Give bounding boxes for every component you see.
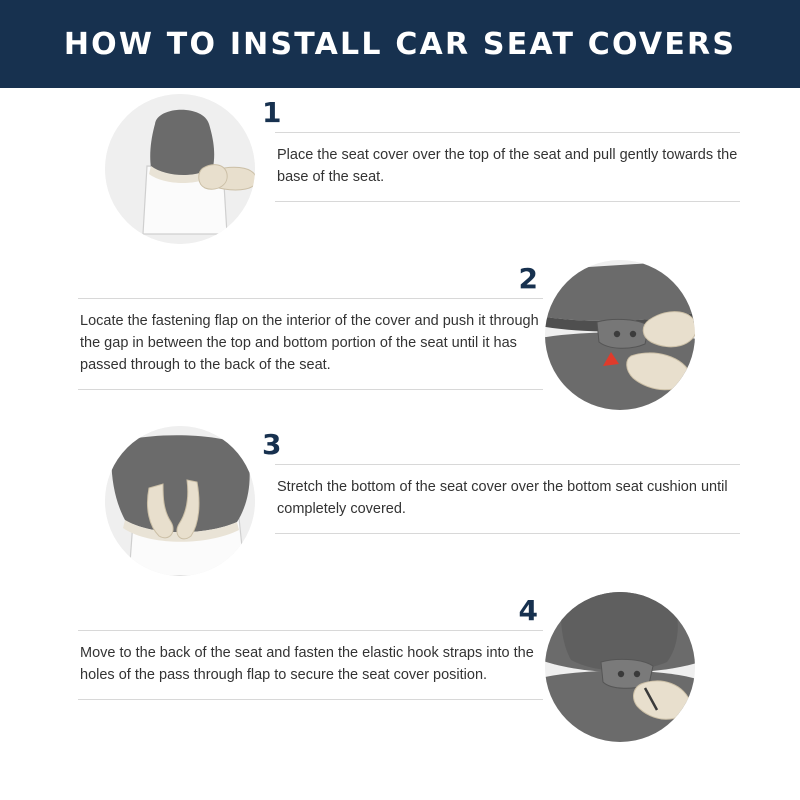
divider (78, 389, 543, 390)
divider (78, 699, 543, 700)
divider (275, 201, 740, 202)
step-1-illustration (105, 94, 255, 244)
step-4-illustration (545, 592, 695, 742)
page-title: HOW TO INSTALL CAR SEAT COVERS (63, 26, 737, 62)
step-2-text: Locate the fastening flap on the interior of the cover and push it through the gap in between the top and bottom portion of the seat until it has passed through to the back of the seat. (80, 313, 539, 373)
divider (275, 533, 740, 534)
step-4 (0, 586, 800, 752)
step-3 (0, 420, 800, 586)
step-3-illustration (105, 426, 255, 576)
step-4-number: 4 (518, 594, 538, 627)
header-banner (0, 0, 800, 88)
step-2-illustration (545, 260, 695, 410)
step-3-number: 3 (262, 428, 282, 461)
step-4-text: Move to the back of the seat and fasten the elastic hook straps into the holes of the pass through flap to secure the seat cover position. (80, 645, 534, 683)
step-2-number: 2 (518, 262, 538, 295)
steps-list (0, 88, 800, 800)
step-1 (0, 88, 800, 254)
step-1-text-block (275, 132, 740, 202)
step-2-text-block (78, 298, 543, 390)
step-3-text-block (275, 464, 740, 534)
step-4-text-block (78, 630, 543, 700)
step-2 (0, 254, 800, 420)
step-3-text: Stretch the bottom of the seat cover over the bottom seat cushion until completely covered. (277, 479, 728, 517)
step-1-number: 1 (262, 96, 282, 129)
step-1-text: Place the seat cover over the top of the seat and pull gently towards the base of the seat. (277, 147, 738, 185)
